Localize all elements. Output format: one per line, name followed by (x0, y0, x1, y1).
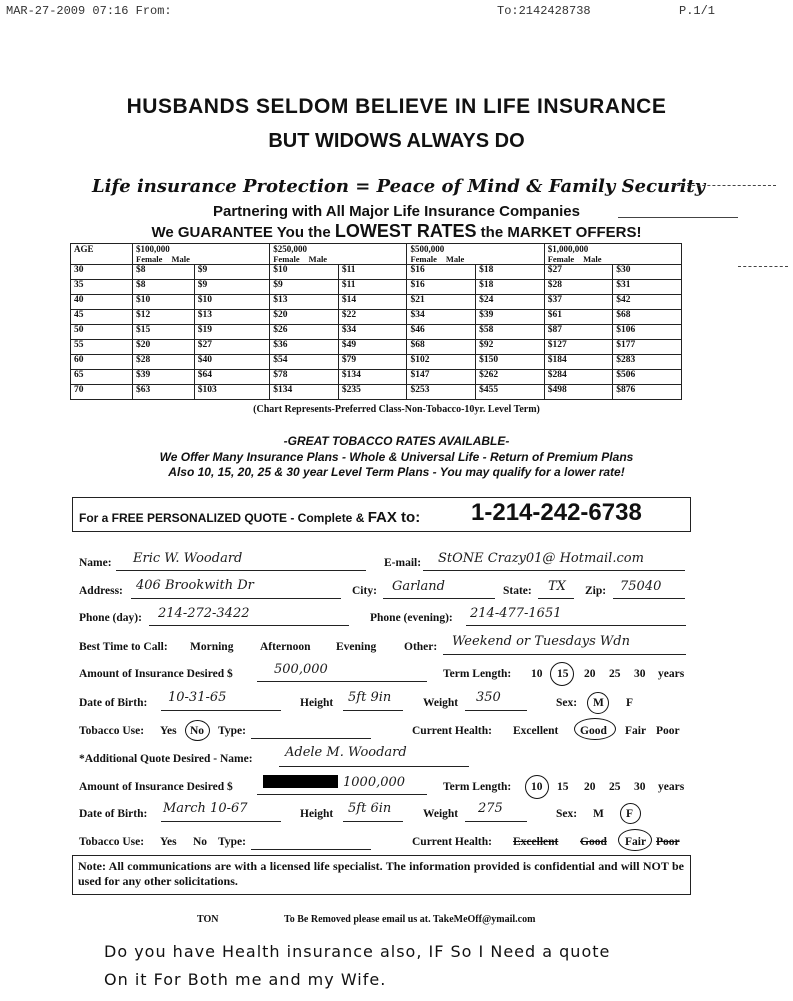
rate-cell: $16 (407, 265, 476, 280)
coverage-amount: $250,000 (273, 244, 307, 254)
gender-male: Male (308, 254, 328, 264)
amount2-label: Amount of Insurance Desired $ (79, 781, 233, 793)
rate-cell: $39 (476, 310, 545, 325)
state-field[interactable] (538, 598, 574, 599)
quote-label-text: For a FREE PERSONALIZED QUOTE - Complete & (79, 511, 368, 525)
rate-cell: $15 (133, 325, 195, 340)
rate-cell: $9 (270, 280, 339, 295)
zip-label: Zip: (585, 585, 607, 597)
rate-cell: $34 (338, 325, 407, 340)
city-value[interactable]: Garland (392, 579, 445, 594)
tobacco2-yes-option[interactable]: Yes (160, 836, 177, 848)
weight-field[interactable] (465, 710, 527, 711)
rate-cell: $498 (544, 385, 613, 400)
rate-cell: $63 (133, 385, 195, 400)
redaction-block (263, 775, 338, 788)
rate-cell: $36 (270, 340, 339, 355)
coverage-header (133, 244, 270, 265)
rate-cell: $58 (476, 325, 545, 340)
partnering-text: Partnering with All Major Life Insurance Companies (212, 203, 580, 220)
height2-value[interactable]: 5ft 6in (348, 801, 392, 816)
term-years-label: years (658, 668, 685, 680)
guarantee-suffix: the MARKET OFFERS! (476, 224, 642, 241)
rate-cell: $42 (613, 295, 682, 310)
rate-cell: $37 (544, 295, 613, 310)
rate-cell: $147 (407, 370, 476, 385)
sex-female-option[interactable]: F (626, 697, 634, 709)
tobacco-rates-banner: -GREAT TOBACCO RATES AVAILABLE- (283, 434, 510, 448)
height2-field[interactable] (343, 821, 403, 822)
rate-cell: $127 (544, 340, 613, 355)
amount-field[interactable] (257, 681, 427, 682)
additional-name-field[interactable] (279, 766, 469, 767)
zip-value[interactable]: 75040 (620, 579, 662, 594)
term-option[interactable]: 25 (609, 668, 621, 680)
rate-row (71, 385, 682, 400)
other-value[interactable]: Weekend or Tuesdays Wdn (452, 634, 630, 649)
rate-cell: $64 (194, 370, 270, 385)
footer-ton: TON (197, 914, 219, 925)
rate-row (71, 265, 682, 280)
address-value[interactable]: 406 Brookwith Dr (136, 578, 254, 593)
footer-remove-notice[interactable]: To Be Removed please email us at. TakeMeOff@ymail.com (284, 914, 536, 925)
fax-recipient: To:2142428738 (497, 4, 591, 18)
quote-label (79, 509, 420, 526)
gender-female: Female (410, 254, 437, 264)
address-field[interactable] (131, 598, 341, 599)
term-length-label: Term Length: (443, 668, 512, 680)
rate-cell: $18 (476, 265, 545, 280)
dob-value[interactable]: 10-31-65 (168, 690, 227, 705)
health2-excellent-option[interactable]: Excellent (513, 836, 559, 848)
tobacco-no-option[interactable]: No (190, 725, 205, 737)
sex-label: Sex: (556, 697, 578, 709)
city-field[interactable] (383, 598, 495, 599)
health-excellent-option[interactable]: Excellent (513, 725, 559, 737)
additional-quote-label: *Additional Quote Desired - Name: (79, 753, 253, 765)
dob2-label: Date of Birth: (79, 808, 148, 820)
rate-row (71, 280, 682, 295)
dob-field[interactable] (161, 710, 281, 711)
sex2-label: Sex: (556, 808, 578, 820)
coverage-header (544, 244, 681, 265)
rate-cell: $102 (407, 355, 476, 370)
health2-label: Current Health: (412, 836, 492, 848)
rate-cell: $28 (133, 355, 195, 370)
tagline: Life insurance Protection = Peace of Mind & Family Security (92, 176, 706, 197)
state-value[interactable]: TX (548, 579, 566, 594)
term-option[interactable]: 20 (584, 668, 596, 680)
phone-evening-field[interactable] (466, 625, 686, 626)
rate-cell: $13 (194, 310, 270, 325)
weight-value[interactable]: 350 (476, 690, 501, 705)
rate-cell: $11 (338, 265, 407, 280)
rate-age-cell: 50 (71, 325, 133, 340)
scan-line (738, 266, 788, 267)
rate-cell: $283 (613, 355, 682, 370)
rate-cell: $92 (476, 340, 545, 355)
rate-age-cell: 55 (71, 340, 133, 355)
rate-cell: $54 (270, 355, 339, 370)
weight2-label: Weight (423, 808, 459, 820)
rate-cell: $24 (476, 295, 545, 310)
health-label: Current Health: (412, 725, 492, 737)
rate-age-cell: 35 (71, 280, 133, 295)
coverage-header (270, 244, 407, 265)
amount2-field[interactable] (257, 794, 427, 795)
term2-years-label: years (658, 781, 685, 793)
rate-cell: $455 (476, 385, 545, 400)
rate-cell: $20 (133, 340, 195, 355)
age-header: AGE (71, 244, 133, 265)
rate-age-cell: 40 (71, 295, 133, 310)
health-poor-option[interactable]: Poor (656, 725, 680, 737)
gender-female: Female (136, 254, 163, 264)
rate-row (71, 310, 682, 325)
gender-female: Female (273, 254, 300, 264)
rate-row (71, 295, 682, 310)
rate-cell: $134 (270, 385, 339, 400)
rate-cell: $87 (544, 325, 613, 340)
city-label: City: (352, 585, 377, 597)
rate-age-cell: 60 (71, 355, 133, 370)
scan-line (618, 217, 738, 218)
name-value[interactable]: Eric W. Woodard (133, 551, 243, 566)
tobacco-yes-option[interactable]: Yes (160, 725, 177, 737)
rate-row (71, 370, 682, 385)
rate-cell: $28 (544, 280, 613, 295)
term2-option[interactable]: 15 (557, 781, 569, 793)
rate-cell: $10 (194, 295, 270, 310)
rate-row (71, 340, 682, 355)
option-morning[interactable]: Morning (190, 641, 234, 653)
gender-female: Female (547, 254, 575, 264)
handwritten-note-line1: Do you have Health insurance also, IF So I Need a quote (104, 942, 611, 961)
rate-cell: $27 (194, 340, 270, 355)
amount2-value[interactable]: 1000,000 (343, 775, 406, 790)
coverage-amount: $1,000,000 (547, 244, 589, 254)
fax-page-number: P.1/1 (679, 4, 716, 18)
rate-cell: $31 (613, 280, 682, 295)
other-field[interactable] (443, 654, 686, 655)
dob2-field[interactable] (161, 821, 281, 822)
tobacco-type-label: Type: (218, 725, 246, 737)
offer-line-1: We Offer Many Insurance Plans - Whole & Universal Life - Return of Premium Plans (159, 450, 634, 464)
rate-cell: $13 (270, 295, 339, 310)
health2-fair-option[interactable]: Fair (625, 836, 647, 848)
rate-cell: $8 (133, 265, 195, 280)
term2-option[interactable]: 10 (531, 781, 543, 793)
sex-male-option[interactable]: M (593, 697, 604, 709)
gender-male: Male (583, 254, 602, 264)
rate-cell: $106 (613, 325, 682, 340)
headline-line2: BUT WIDOWS ALWAYS DO (268, 130, 525, 152)
gender-male: Male (171, 254, 190, 264)
health2-good-option[interactable]: Good (580, 836, 607, 848)
height-field[interactable] (343, 710, 403, 711)
rate-cell: $177 (613, 340, 682, 355)
rate-cell: $10 (270, 265, 339, 280)
weight-label: Weight (423, 697, 459, 709)
rate-cell: $61 (544, 310, 613, 325)
term-option[interactable]: 10 (531, 668, 543, 680)
term2-option[interactable]: 20 (584, 781, 596, 793)
rate-table-header (71, 244, 682, 265)
sex2-male-option[interactable]: M (593, 808, 604, 820)
rate-cell: $68 (613, 310, 682, 325)
rate-cell: $11 (338, 280, 407, 295)
tobacco-label: Tobacco Use: (79, 725, 145, 737)
rate-cell: $9 (194, 280, 270, 295)
name-field[interactable] (116, 570, 366, 571)
rate-cell: $21 (407, 295, 476, 310)
rate-row (71, 325, 682, 340)
phone-evening-label: Phone (evening): (370, 612, 453, 624)
option-evening[interactable]: Evening (336, 641, 377, 653)
rate-cell: $68 (407, 340, 476, 355)
rate-cell: $30 (613, 265, 682, 280)
scan-line (672, 185, 776, 186)
guarantee-highlight: LOWEST RATES (334, 221, 477, 241)
term2-option[interactable]: 25 (609, 781, 621, 793)
rate-row (71, 355, 682, 370)
name-label: Name: (79, 557, 112, 569)
rate-cell: $18 (476, 280, 545, 295)
rate-cell: $150 (476, 355, 545, 370)
disclaimer-text: Note: All communications are with a licensed life specialist. The information provided is confidential and will NOT be used for any other solicitations. (78, 859, 684, 888)
rate-cell: $16 (407, 280, 476, 295)
rate-cell: $253 (407, 385, 476, 400)
chart-footnote: (Chart Represents-Preferred Class-Non-Tobacco-10yr. Level Term) (253, 404, 540, 415)
rate-cell: $49 (338, 340, 407, 355)
dob-label: Date of Birth: (79, 697, 148, 709)
selection-circle (185, 720, 210, 741)
selection-circle (620, 803, 641, 824)
phone-day-value[interactable]: 214-272-3422 (158, 606, 250, 621)
email-label: E-mail: (384, 557, 422, 569)
rate-cell: $506 (613, 370, 682, 385)
rate-age-cell: 65 (71, 370, 133, 385)
selection-circle (574, 718, 616, 740)
rate-cell: $184 (544, 355, 613, 370)
rate-table (70, 243, 682, 400)
email-value[interactable]: StONE Crazy01@ Hotmail.com (438, 551, 644, 566)
dob2-value[interactable]: March 10-67 (163, 801, 248, 816)
selection-circle (587, 692, 609, 714)
rate-cell: $262 (476, 370, 545, 385)
rate-cell: $46 (407, 325, 476, 340)
rate-cell: $19 (194, 325, 270, 340)
weight2-field[interactable] (465, 821, 527, 822)
rate-cell: $34 (407, 310, 476, 325)
additional-name-value[interactable]: Adele M. Woodard (285, 745, 407, 760)
height-label: Height (300, 697, 334, 709)
rate-cell: $235 (338, 385, 407, 400)
coverage-header (407, 244, 544, 265)
other-label: Other: (404, 641, 438, 653)
term2-length-label: Term Length: (443, 781, 512, 793)
phone-day-field[interactable] (149, 625, 349, 626)
rate-cell: $12 (133, 310, 195, 325)
rate-cell: $284 (544, 370, 613, 385)
amount-label: Amount of Insurance Desired $ (79, 668, 233, 680)
rate-age-cell: 30 (71, 265, 133, 280)
tobacco-type-field[interactable] (251, 738, 371, 739)
amount-value[interactable]: 500,000 (274, 662, 328, 677)
term-option[interactable]: 15 (557, 668, 569, 680)
rate-cell: $27 (544, 265, 613, 280)
rate-cell: $9 (194, 265, 270, 280)
rate-cell: $103 (194, 385, 270, 400)
health-good-option[interactable]: Good (580, 725, 607, 737)
option-afternoon[interactable]: Afternoon (260, 641, 311, 653)
selection-circle (550, 662, 574, 686)
phone-evening-value[interactable]: 214-477-1651 (470, 606, 562, 621)
rate-cell: $40 (194, 355, 270, 370)
rate-cell: $10 (133, 295, 195, 310)
rate-cell: $14 (338, 295, 407, 310)
state-label: State: (503, 585, 532, 597)
rate-cell: $134 (338, 370, 407, 385)
coverage-amount: $100,000 (136, 244, 170, 254)
address-label: Address: (79, 585, 123, 597)
rate-cell: $39 (133, 370, 195, 385)
zip-field[interactable] (613, 598, 685, 599)
handwritten-note-line2: On it For Both me and my Wife. (104, 970, 387, 989)
fax-phone-number[interactable]: 1-214-242-6738 (471, 499, 642, 526)
fax-word: FAX to: (367, 509, 421, 526)
guarantee-text (0, 221, 793, 242)
term2-option[interactable]: 30 (634, 781, 646, 793)
rate-cell: $20 (270, 310, 339, 325)
term-option[interactable]: 30 (634, 668, 646, 680)
tobacco2-type-label: Type: (218, 836, 246, 848)
health2-poor-option[interactable]: Poor (656, 836, 680, 848)
coverage-amount: $500,000 (410, 244, 445, 254)
height-value[interactable]: 5ft 9in (348, 690, 392, 705)
health-fair-option[interactable]: Fair (625, 725, 647, 737)
rate-cell: $78 (270, 370, 339, 385)
guarantee-prefix: We GUARANTEE You the (151, 224, 335, 241)
tobacco2-type-field[interactable] (251, 849, 371, 850)
rate-cell: $876 (613, 385, 682, 400)
rate-cell: $79 (338, 355, 407, 370)
weight2-value[interactable]: 275 (478, 801, 503, 816)
offer-line-2: Also 10, 15, 20, 25 & 30 year Level Term Plans - You may qualify for a lower rate! (168, 465, 625, 479)
rate-cell: $8 (133, 280, 195, 295)
fax-timestamp: MAR-27-2009 07:16 From: (6, 4, 172, 18)
sex2-female-option[interactable]: F (626, 808, 634, 820)
email-field[interactable] (423, 570, 685, 571)
headline-line1: HUSBANDS SELDOM BELIEVE IN LIFE INSURANCE (126, 95, 667, 118)
selection-circle (525, 775, 549, 799)
rate-cell: $22 (338, 310, 407, 325)
rate-cell: $26 (270, 325, 339, 340)
tobacco2-no-option[interactable]: No (193, 836, 208, 848)
phone-day-label: Phone (day): (79, 612, 142, 624)
selection-circle (618, 829, 652, 851)
tobacco2-label: Tobacco Use: (79, 836, 145, 848)
rate-table-body (71, 265, 682, 400)
rate-age-cell: 70 (71, 385, 133, 400)
rate-age-cell: 45 (71, 310, 133, 325)
best-time-label: Best Time to Call: (79, 641, 168, 653)
gender-male: Male (445, 254, 465, 264)
height2-label: Height (300, 808, 334, 820)
